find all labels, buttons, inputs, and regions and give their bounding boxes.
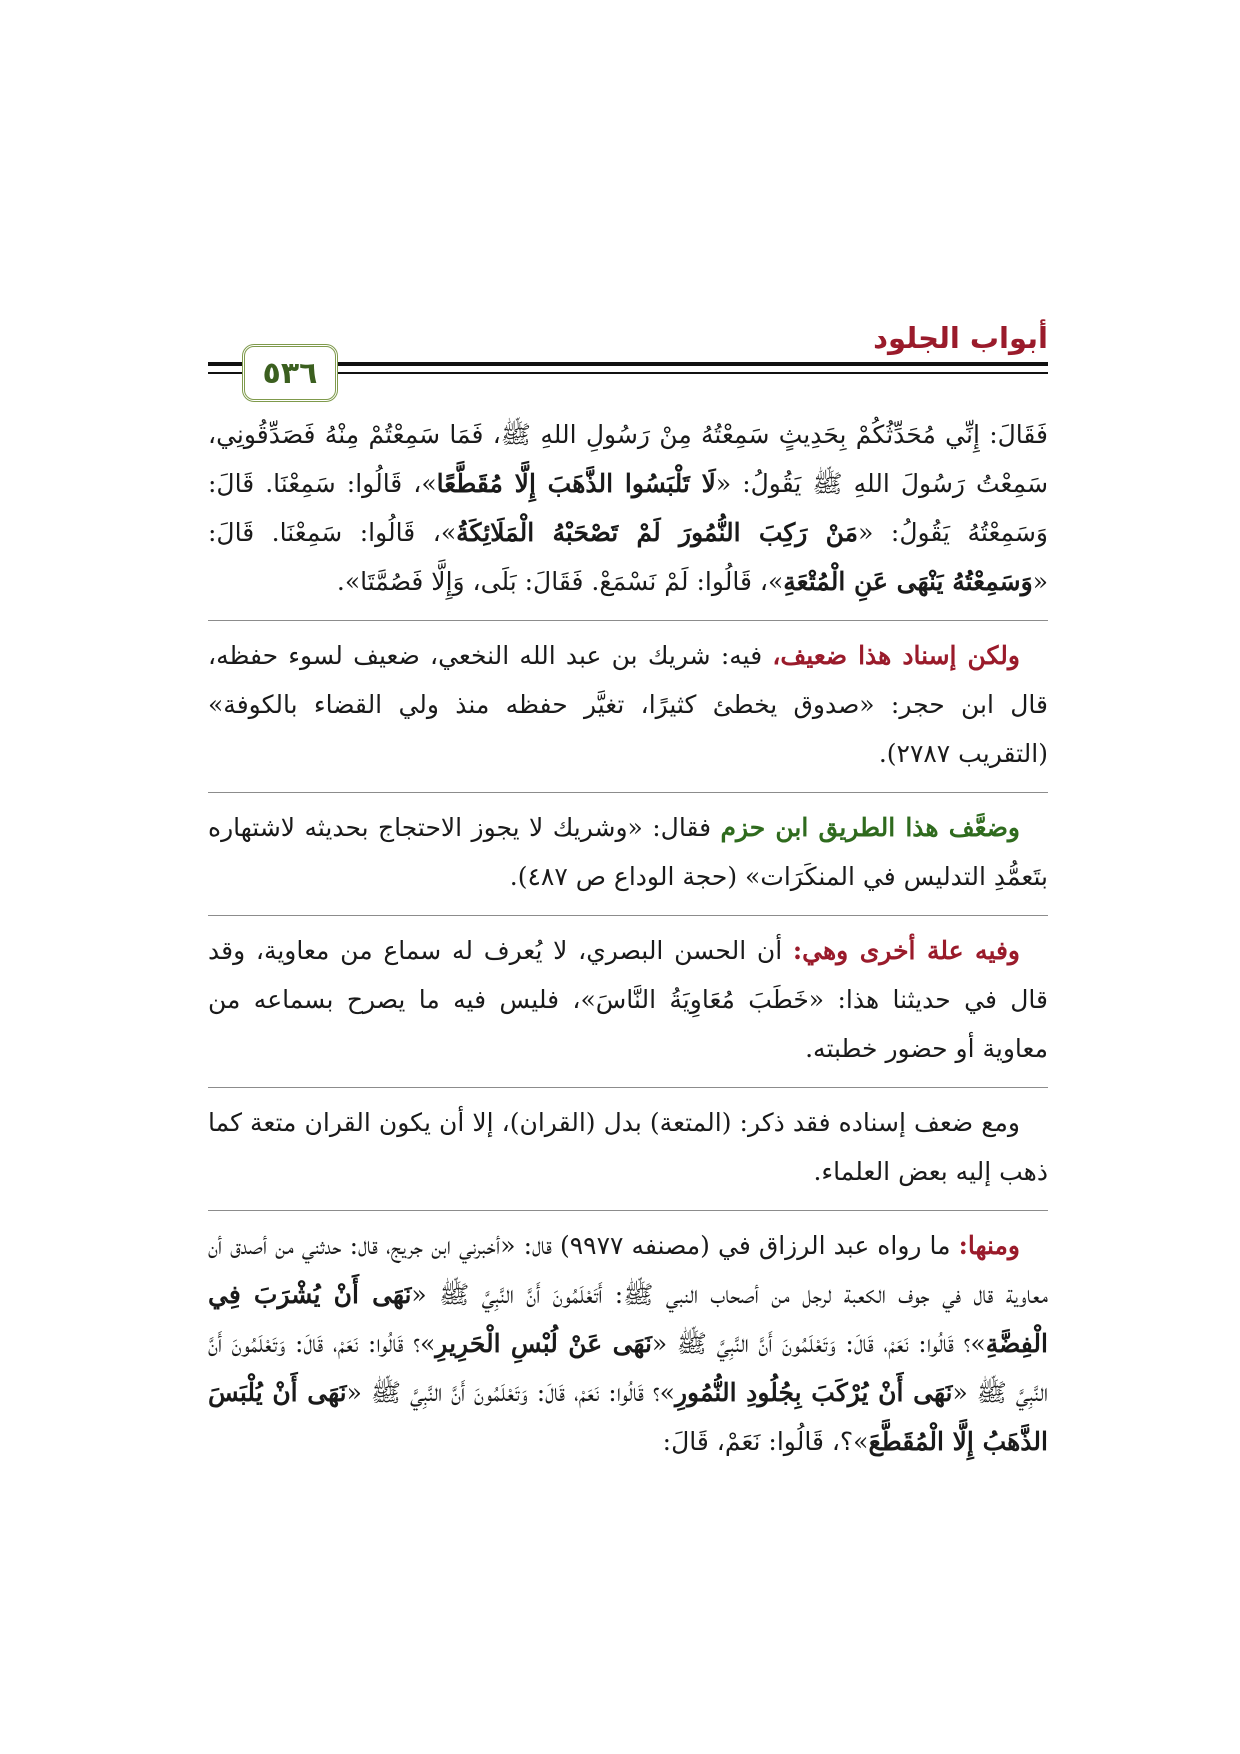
page-number-frame	[242, 344, 338, 402]
chapter-title: أبواب الجلود	[873, 321, 1048, 355]
text-run: فَقَالَ: إِنِّي مُحَدِّثُكُمْ بِحَدِيثٍ سَمِعْتُهُ مِنْ رَسُولِ اللهِ ﷺ، فَمَا سَمِعْتُمْ مِنْهُ فَصَدِّقُونِي، سَمِعْتُ رَسُولَ اللهِ ﷺ يَقُولُ: «	[208, 420, 1049, 498]
paragraph-isnad-weak	[208, 631, 1048, 788]
paragraph-divider	[208, 620, 1048, 621]
paragraph-mutah-note	[208, 1098, 1048, 1206]
paragraph-divider	[208, 1087, 1048, 1088]
text-run: »، قَالُوا: لَمْ نَسْمَعْ. فَقَالَ: بَلَى، وَإِلَّا فَصُمَّتَا».	[336, 567, 784, 596]
text-run: »؟ قَالُوا: نَعَمْ، قَالَ: وَتَعْلَمُونَ أَنَّ النَّبِيَّ ﷺ «	[208, 1329, 1049, 1407]
paragraph-divider	[208, 915, 1048, 916]
text-run: »؟ قَالُوا: نَعَمْ، قَالَ: وَتَعْلَمُونَ أَنَّ النَّبِيَّ ﷺ «	[651, 1329, 986, 1358]
paragraph-lead: ومنها:	[958, 1231, 1021, 1260]
text-run: أن الحسن البصري، لا يُعرف له سماع من معاوية، وقد قال في حديثنا هذا: «خَطَبَ مُعَاوِيَةُ النَّاسَ»، فليس فيه ما يصرح بسماعه من معاوية أو حضور خطبته.	[208, 936, 1048, 1063]
page-number: ٥٣٦	[262, 355, 318, 391]
paragraph-lead: وضعَّف هذا الطريق ابن حزم	[720, 813, 1021, 842]
hadith-quote: لَا تَلْبَسُوا الذَّهَبَ إِلَّا مُقَطَّعًا	[436, 469, 716, 498]
text-run: »؟ قَالُوا: نَعَمْ، قَالَ: وَتَعْلَمُونَ أَنَّ النَّبِيَّ ﷺ «	[346, 1378, 675, 1407]
paragraph-lead: ولكن إسناد هذا ضعيف،	[772, 641, 1020, 670]
paragraph-divider	[208, 1210, 1048, 1211]
hadith-quote: نَهَى أَنْ يُلْبَسَ الذَّهَبُ إِلَّا الْمُقَطَّعَ	[208, 1378, 1048, 1456]
paragraph-another-defect	[208, 926, 1048, 1083]
text-run: ما رواه عبد الرزاق في (مصنفه ٩٩٧٧) قال: «أخبرني ابن جريج، قال: حدثني من أصدق أن معاوية قال في جوف الكعبة لرجل من أصحاب النبي ﷺ: أَتَعْلَمُونَ أَنَّ النَّبِيَّ ﷺ «	[208, 1231, 1048, 1309]
text-run: ومع ضعف إسناده فقد ذكر: (المتعة) بدل (القران)، إلا أن يكون القران متعة كما ذهب إليه بعض العلماء.	[208, 1108, 1048, 1186]
page-header	[208, 318, 1048, 402]
text-run: »، قَالُوا: سَمِعْنَا. قَالَ: «	[208, 518, 1048, 596]
hadith-quote: مَنْ رَكِبَ النُّمُورَ لَمْ تَصْحَبْهُ الْمَلَائِكَةُ	[456, 518, 859, 547]
text-run: »؟، قَالُوا: نَعَمْ، قَالَ:	[662, 1427, 869, 1456]
paragraph-lead: وفيه علة أخرى وهي:	[792, 936, 1021, 965]
page-body	[208, 410, 1048, 1476]
hadith-quote: نَهَى أَنْ يُشْرَبَ فِي الْفِضَّةِ	[208, 1280, 1048, 1358]
paragraph-ibn-hazm	[208, 803, 1048, 911]
hadith-quote: نَهَى أَنْ يُرْكَبَ بِجُلُودِ النُّمُورِ	[674, 1378, 953, 1407]
hadith-continuation	[208, 410, 1048, 616]
hadith-quote: نَهَى عَنْ لُبْسِ الْحَرِيرِ	[435, 1329, 652, 1358]
text-run: فيه: شريك بن عبد الله النخعي، ضعيف لسوء حفظه، قال ابن حجر: «صدوق يخطئ كثيرًا، تغيَّر حفظه منذ ولي القضاء بالكوفة» (التقريب ٢٧٨٧).	[208, 641, 1048, 768]
paragraph-divider	[208, 792, 1048, 793]
paragraph-abdul-razzaq	[208, 1221, 1048, 1476]
hadith-quote: وَسَمِعْتُهُ يَنْهَى عَنِ الْمُتْعَةِ	[783, 567, 1033, 596]
text-run: فقال: «وشريك لا يجوز الاحتجاج بحديثه لاشتهاره بتَعمُّدِ التدليس في المنكَرَات» (حجة الوداع ص ٤٨٧).	[208, 813, 1048, 891]
text-run: »، قَالُوا: سَمِعْنَا. قَالَ: وَسَمِعْتُهُ يَقُولُ: «	[208, 469, 1048, 547]
